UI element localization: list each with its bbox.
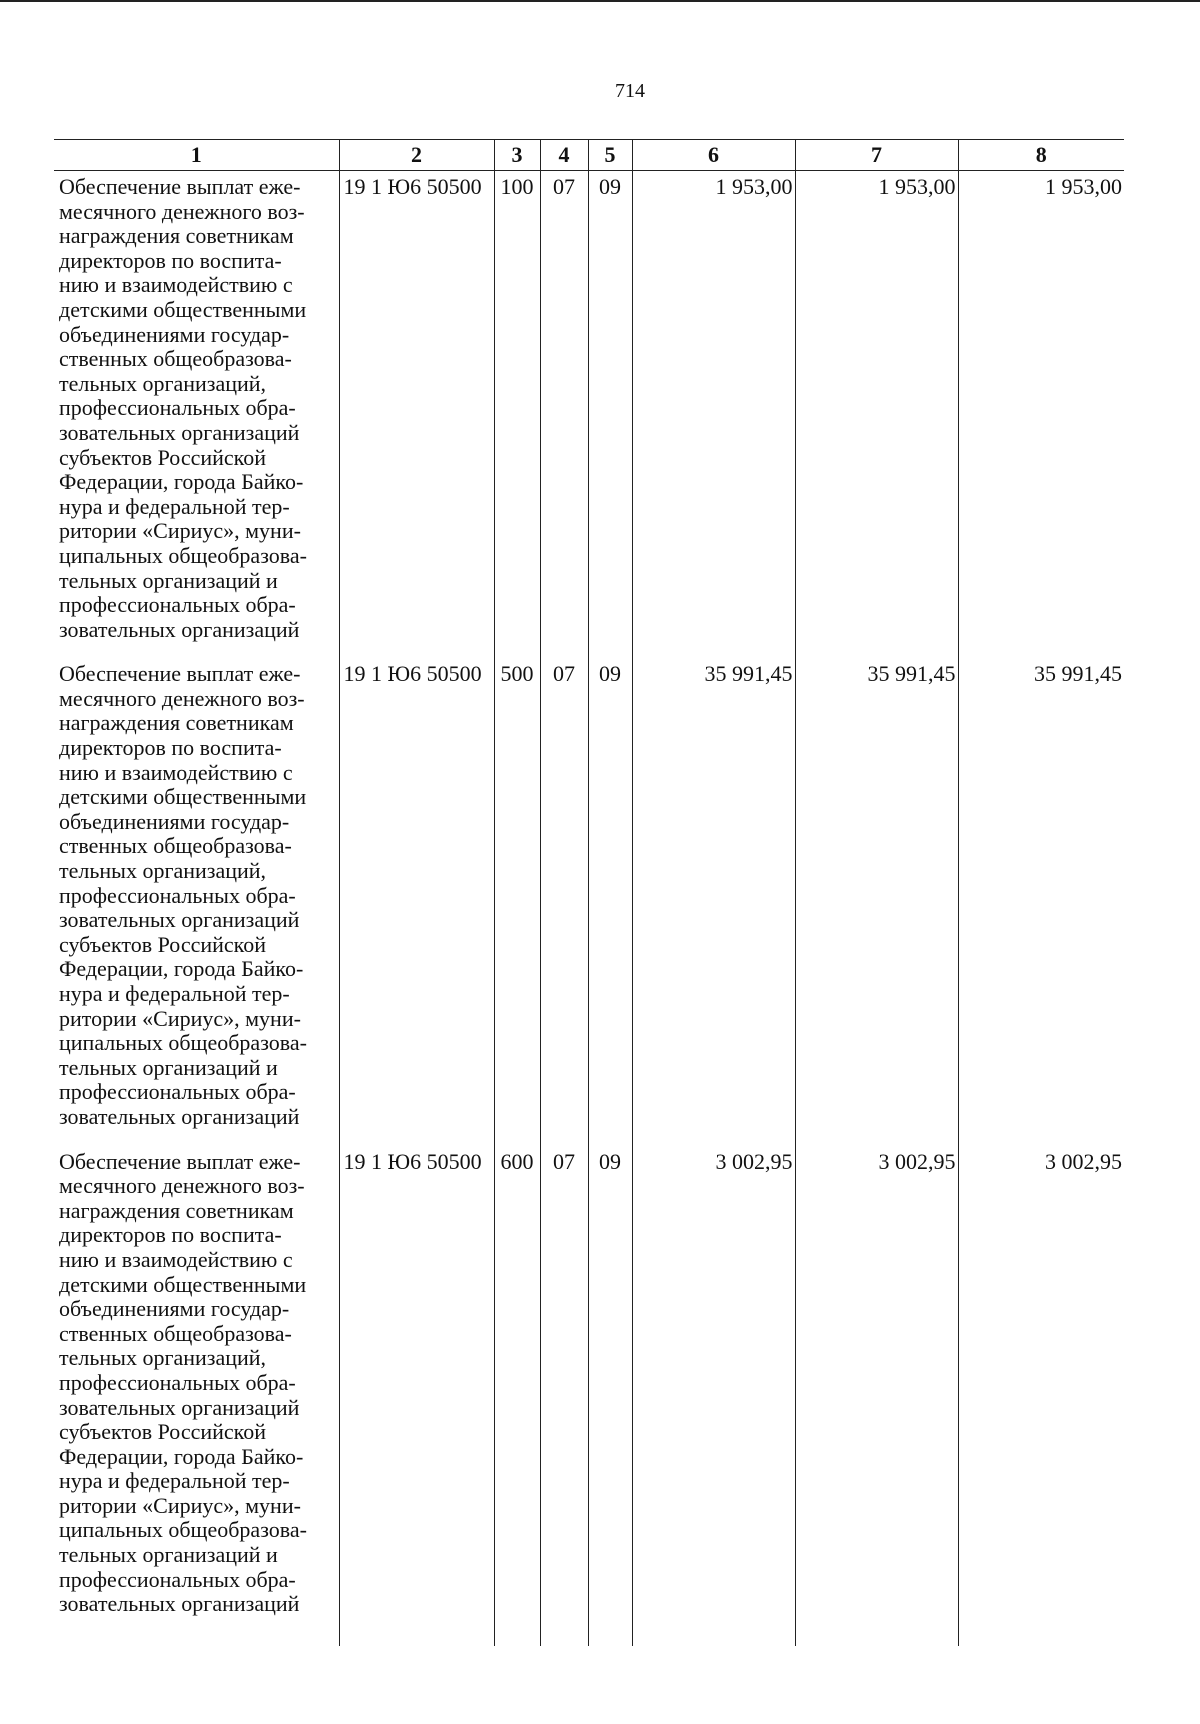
description-line: нура и федеральной тер- [59,493,290,519]
col-header-3: 3 [494,140,540,171]
description-line: тельных организаций и [59,1054,278,1080]
col-header-2: 2 [339,140,494,171]
row-subsection: 09 [588,171,632,659]
description-line: ственных общеобразова- [59,346,292,372]
row-amount-col8: 35 991,45 [958,658,1124,1145]
description-line: детскими общественными [59,296,307,322]
row-code: 19 1 Ю6 50500 [339,171,494,659]
description-line: нию и взаимодействию с [59,1246,293,1272]
description-line: детскими общественными [59,784,307,810]
description-line: месячного денежного воз- [59,1173,305,1199]
description-line: ритории «Сириус», муни- [59,1005,301,1031]
top-border-rule [0,0,1200,2]
row-code: 19 1 Ю6 50500 [339,1146,494,1646]
col-header-7: 7 [795,140,958,171]
col-header-6: 6 [632,140,795,171]
description-line: ципальных общеобразова- [59,542,307,568]
description-line: награждения советникам [59,223,294,249]
description-line: ственных общеобразова- [59,833,292,859]
row-code: 19 1 Ю6 50500 [339,658,494,1145]
row-description [54,1146,339,1646]
description-line: ственных общеобразова- [59,1320,292,1346]
row-section: 07 [540,658,588,1145]
description-line: ципальных общеобразова- [59,1030,307,1056]
row-amount-col6: 1 953,00 [632,171,795,659]
description-line: нию и взаимодействию с [59,272,293,298]
description-line: директоров по воспита- [59,247,282,273]
description-line: ципальных общеобразова- [59,1517,307,1543]
description-line: объединениями государ- [59,1296,290,1322]
description-line: директоров по воспита- [59,1222,282,1248]
description-line: Федерации, города Байко- [59,1443,304,1469]
budget-table [54,139,1124,1646]
description-line: зовательных организаций [59,1103,300,1129]
description-line: зовательных организаций [59,1394,300,1420]
row-expense-type: 500 [494,658,540,1145]
row-amount-col7: 1 953,00 [795,171,958,659]
description-line: Обеспечение выплат еже- [59,661,301,687]
description-line: нура и федеральной тер- [59,1468,290,1494]
description-line: награждения советникам [59,710,294,736]
table-row [54,171,1124,659]
description-line: объединениями государ- [59,321,290,347]
description-line: Федерации, города Байко- [59,469,304,495]
description-line: тельных организаций и [59,1542,278,1568]
row-subsection: 09 [588,1146,632,1646]
table-row [54,658,1124,1145]
description-line: профессиональных обра- [59,592,296,618]
col-header-4: 4 [540,140,588,171]
description-line: зовательных организаций [59,616,300,642]
description-line: Обеспечение выплат еже- [59,174,301,199]
row-amount-col7: 3 002,95 [795,1146,958,1646]
description-line: месячного денежного воз- [59,198,305,224]
description-line: субъектов Российской [59,444,267,470]
description-line: зовательных организаций [59,1591,300,1617]
description-line: объединениями государ- [59,808,290,834]
description-line: месячного денежного воз- [59,685,305,711]
description-line: ритории «Сириус», муни- [59,1492,301,1518]
header-row [54,140,1124,171]
description-line: директоров по воспита- [59,735,282,761]
table-row [54,1146,1124,1646]
row-amount-col6: 3 002,95 [632,1146,795,1646]
row-description [54,658,339,1145]
col-header-5: 5 [588,140,632,171]
description-line: нура и федеральной тер- [59,981,290,1006]
description-line: профессиональных обра- [59,395,296,421]
row-expense-type: 600 [494,1146,540,1646]
description-line: зовательных организаций [59,907,300,933]
description-line: детскими общественными [59,1271,307,1297]
description-line: субъектов Российской [59,931,267,957]
description-line: нию и взаимодействию с [59,759,293,785]
row-section: 07 [540,171,588,659]
description-line: профессиональных обра- [59,1369,296,1395]
description-line: тельных организаций, [59,1345,267,1371]
row-amount-col8: 1 953,00 [958,171,1124,659]
description-line: Обеспечение выплат еже- [59,1148,301,1174]
description-line: Федерации, города Байко- [59,956,304,982]
row-amount-col8: 3 002,95 [958,1146,1124,1646]
description-line: профессиональных обра- [59,1566,296,1592]
description-line: тельных организаций, [59,858,267,884]
col-header-8: 8 [958,140,1124,171]
row-subsection: 09 [588,658,632,1145]
page-number: 714 [615,80,645,102]
description-line: ритории «Сириус», муни- [59,518,301,544]
description-line: зовательных организаций [59,419,300,445]
row-amount-col6: 35 991,45 [632,658,795,1145]
row-expense-type: 100 [494,171,540,659]
description-line: субъектов Российской [59,1419,267,1445]
description-line: профессиональных обра- [59,1079,296,1105]
row-amount-col7: 35 991,45 [795,658,958,1145]
description-line: тельных организаций, [59,370,267,396]
row-description [54,171,339,659]
col-header-1: 1 [54,140,339,171]
row-section: 07 [540,1146,588,1646]
description-line: профессиональных обра- [59,882,296,908]
description-line: тельных организаций и [59,567,278,593]
description-line: награждения советникам [59,1197,294,1223]
